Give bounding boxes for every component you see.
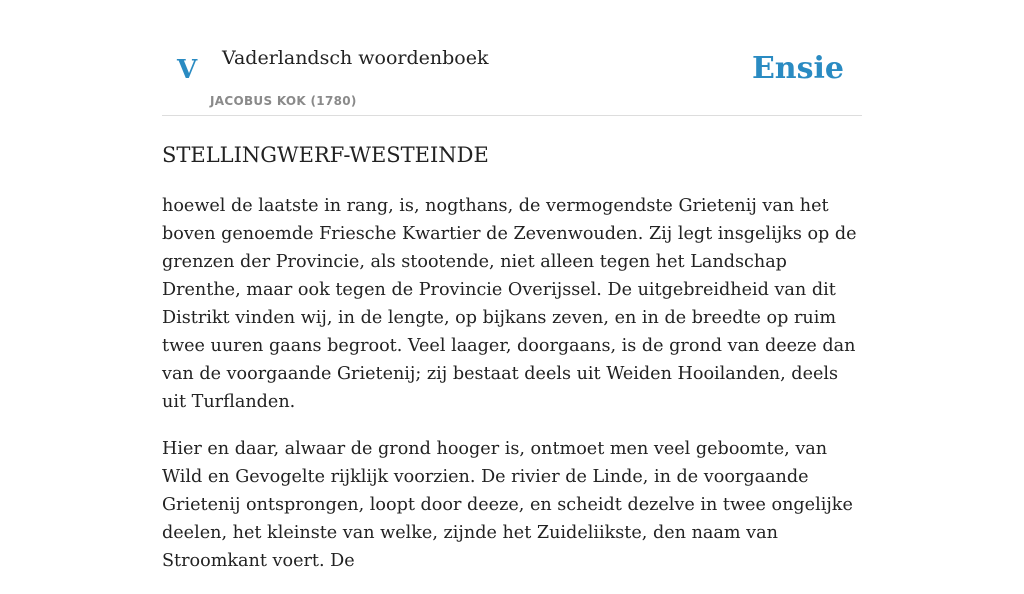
entry-paragraph-2: Hier en daar, alwaar de grond hooger is, ontmoet men veel geboomte, van Wild en Gevogelte rijklijk voorzien. De rivier de Linde, in de voorgaande Grietenij ontsprongen, loopt door deeze, en scheidt dezelve in twee ongelijke deelen, het kleinste van welke, zijnde het Zuideliikste, den naam van Stroomkant voert. De	[162, 439, 853, 571]
dictionary-header	[162, 0, 862, 116]
page	[162, 0, 862, 571]
ensie-logo-link[interactable]: Ensie	[751, 51, 844, 86]
entry-title: STELLINGWERF-WESTEINDE	[162, 143, 489, 167]
entry-paragraph-1: hoewel de laatste in rang, is, nogthans, de vermogendste Grietenij van het boven genoemde Friesche Kwartier de Zevenwouden. Zij legt insgelijks op de grenzen der Provincie, als stootende, niet alleen tegen het Landschap Drenthe, maar ook tegen de Provincie Overijssel. De uitgebreidheid van dit Distrikt vinden wij, in de lengte, op bijkans zeven, en in de breedte op ruim twee uuren gaans begroot. Veel laager, doorgaans, is de grond van deeze dan van de voorgaande Grietenij; zij bestaat deels uit Weiden Hooilanden, deels uit Turflanden.	[162, 196, 857, 412]
dictionary-author: JACOBUS KOK (1780)	[210, 94, 357, 108]
dictionary-letter-badge: V	[177, 55, 198, 85]
entry-body	[162, 192, 862, 594]
dictionary-title-link[interactable]: Vaderlandsch woordenboek	[222, 47, 489, 69]
